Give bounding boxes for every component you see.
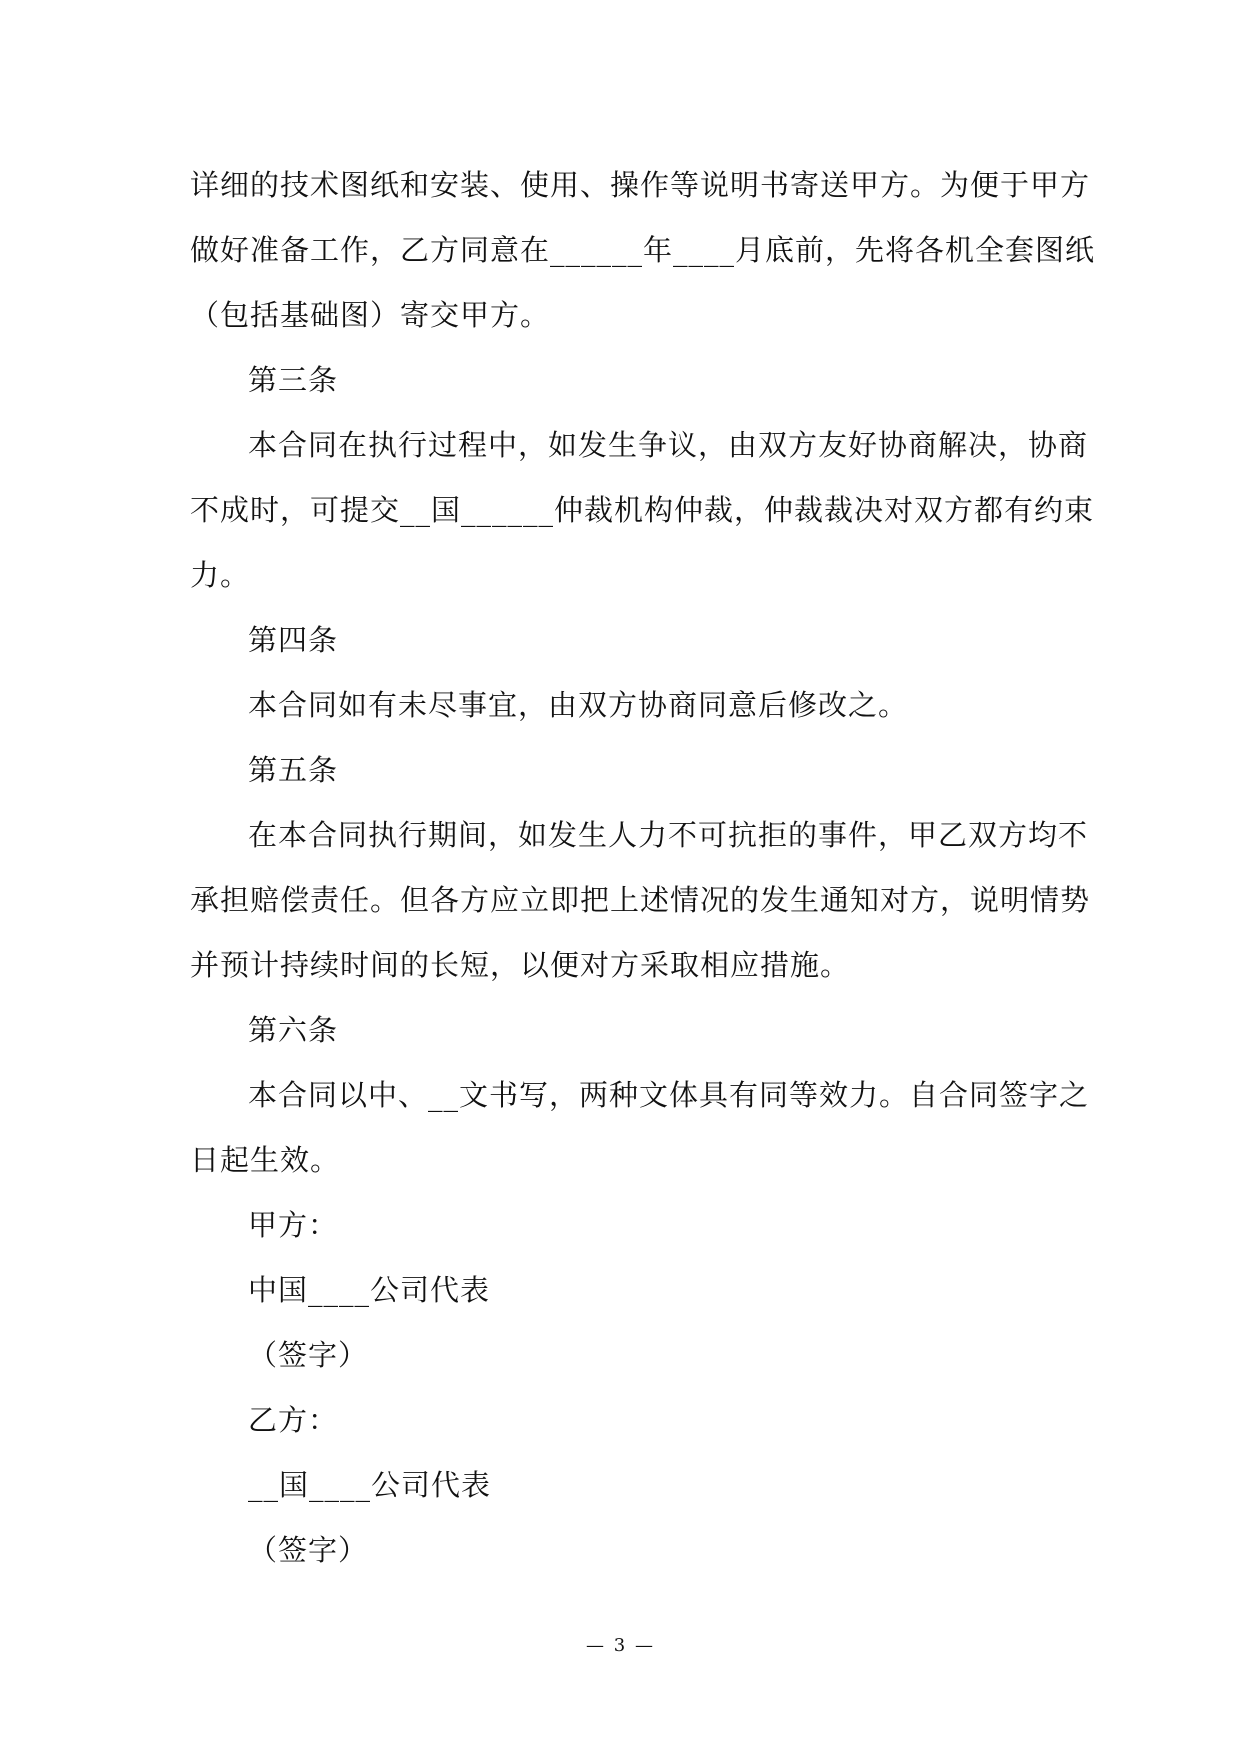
paragraph-line: 并预计持续时间的长短，以便对方采取相应措施。 xyxy=(190,948,851,982)
document-body xyxy=(190,158,1096,1588)
paragraph-line: 在本合同执行期间，如发生人力不可抗拒的事件，甲乙双方均不 xyxy=(248,818,1089,852)
article-heading-6: 第六条 xyxy=(248,1013,339,1047)
paragraph-line: （包括基础图）寄交甲方。 xyxy=(190,298,551,332)
paragraph-line: 不成时，可提交__国______仲裁机构仲裁，仲裁裁决对双方都有约束 xyxy=(190,493,1095,527)
paragraph-line: 日起生效。 xyxy=(190,1143,341,1177)
party-b-label: 乙方： xyxy=(248,1403,339,1437)
party-b-representative: __国____公司代表 xyxy=(248,1468,492,1502)
party-b-signature: （签字） xyxy=(248,1533,369,1567)
party-a-signature: （签字） xyxy=(248,1338,369,1372)
paragraph-line: 力。 xyxy=(190,558,251,592)
article-heading-4: 第四条 xyxy=(248,623,339,657)
paragraph-line: 本合同在执行过程中，如发生争议，由双方友好协商解决，协商 xyxy=(248,428,1089,462)
page-number: — 3 — xyxy=(586,1635,655,1656)
paragraph-line: 做好准备工作，乙方同意在______年____月底前，先将各机全套图纸 xyxy=(190,233,1096,267)
paragraph-line: 详细的技术图纸和安装、使用、操作等说明书寄送甲方。为便于甲方 xyxy=(190,168,1091,202)
paragraph-line: 承担赔偿责任。但各方应立即把上述情况的发生通知对方，说明情势 xyxy=(190,883,1091,917)
article-heading-5: 第五条 xyxy=(248,753,339,787)
article-heading-3: 第三条 xyxy=(248,363,339,397)
paragraph-line: 本合同以中、__文书写，两种文体具有同等效力。自合同签字之 xyxy=(248,1078,1090,1112)
party-a-label: 甲方： xyxy=(248,1208,339,1242)
paragraph-line: 本合同如有未尽事宜，由双方协商同意后修改之。 xyxy=(248,688,909,722)
party-a-representative: 中国____公司代表 xyxy=(248,1273,491,1307)
